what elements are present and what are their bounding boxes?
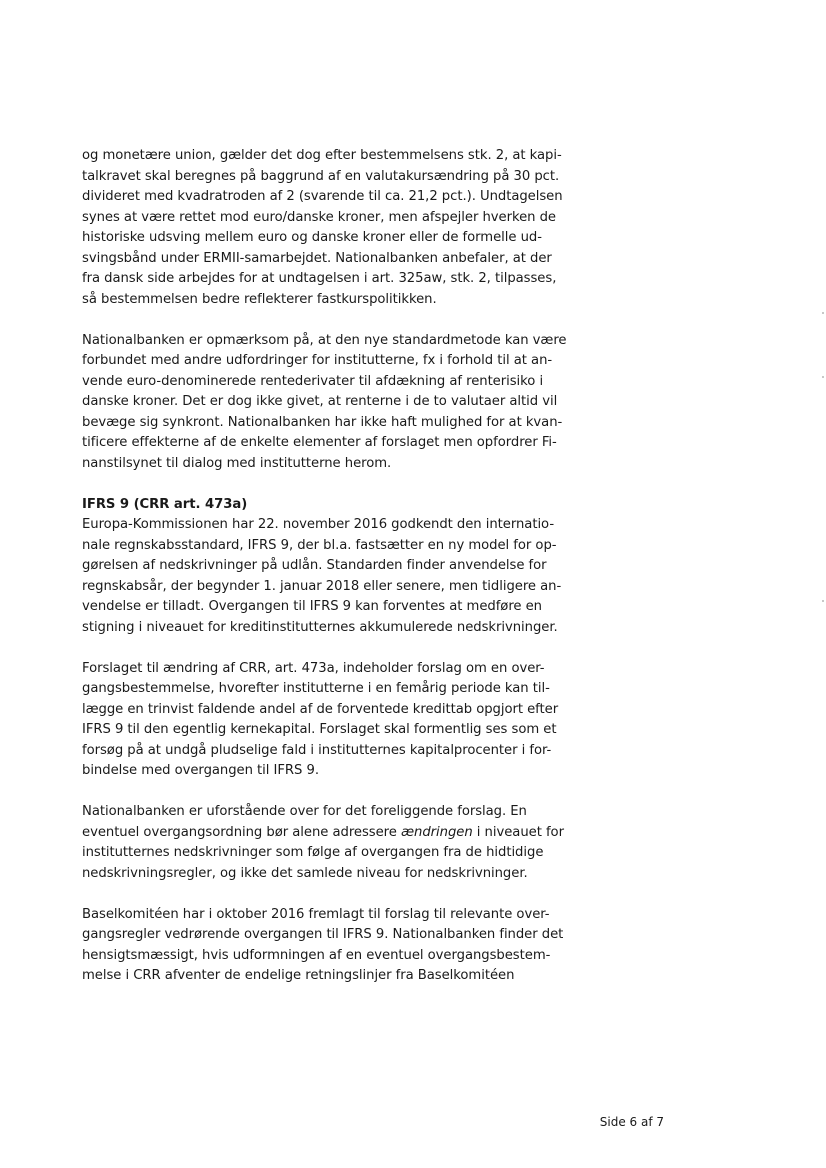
text-line: stigning i niveauet for kreditinstitutternes akkumulerede nedskrivninger. [82,619,558,635]
text-line: forbundet med andre udfordringer for institutterne, fx i forhold til at an- [82,353,553,368]
text-line: Forslaget til ændring af CRR, art. 473a, indeholder forslag om en over- [82,660,545,676]
text-line: melse i CRR afventer de endelige retningslinjer fra Baselkomitéen [82,968,515,983]
text-line: Baselkomitéen har i oktober 2016 fremlagt til forslag til relevante over- [82,906,550,922]
page-number: Side 6 af 7 [599,1115,664,1129]
text-line: og monetære union, gælder det dog efter bestemmelsens stk. 2, at kapi- [82,148,562,163]
text-line: nanstilsynet til dialog med institutterne herom. [82,455,392,471]
paragraph-4 [82,659,582,782]
document-body [82,146,582,1007]
text-line: fra dansk side arbejdes for at undtagelsen i art. 325aw, stk. 2, tilpasses, [82,271,557,286]
text-line: tificere effekterne af de enkelte elementer af forslaget men opfordrer Fi- [82,435,557,450]
text-line: svingsbånd under ERMII-samarbejdet. Nationalbanken anbefaler, at der [82,250,552,266]
text-line: divideret med kvadratroden af 2 (svarende til ca. 21,2 pct.). Undtagelsen [82,189,563,204]
text-line: IFRS 9 til den egentlig kernekapital. Forslaget skal formentlig ses som et [82,722,557,737]
text-line: danske kroner. Det er dog ikke givet, at renterne i de to valutaer altid vil [82,394,558,409]
paragraph-3 [82,495,582,639]
paragraph-1 [82,146,582,310]
text-line: gangsregler vedrørende overgangen til IFRS 9. Nationalbanken finder det [82,927,564,942]
text-line: gangsbestemmelse, hvorefter institutterne i en femårig periode kan til- [82,681,550,696]
text-line: nale regnskabsstandard, IFRS 9, der bl.a. fastsætter en ny model for op- [82,537,557,553]
text-line: gørelsen af nedskrivninger på udlån. Standarden finder anvendelse for [82,558,547,573]
text-line: nedskrivningsregler, og ikke det samlede niveau for nedskrivninger. [82,865,528,881]
text-line: eventuel overgangsordning bør alene adressere ændringen i niveauet for [82,824,564,840]
margin-mark [822,376,824,378]
margin-mark [822,312,824,314]
text-line: bindelse med overgangen til IFRS 9. [82,763,319,778]
text-line: forsøg på at undgå pludselige fald i institutternes kapitalprocenter i for- [82,742,552,758]
margin-mark [822,600,824,602]
text-line: Nationalbanken er uforstående over for det foreliggende forslag. En [82,804,527,819]
text-line: institutternes nedskrivninger som følge af overgangen fra de hidtidige [82,845,544,860]
text-line: Europa-Kommissionen har 22. november 2016 godkendt den internatio- [82,517,555,532]
text-line: vende euro-denominerede rentederivater til afdækning af renterisiko i [82,373,544,389]
text-line: historiske udsving mellem euro og danske kroner eller de formelle ud- [82,230,542,245]
paragraph-2 [82,331,582,475]
text-line: bevæge sig synkront. Nationalbanken har ikke haft mulighed for at kvan- [82,414,563,430]
text-line: vendelse er tilladt. Overgangen til IFRS 9 kan forventes at medføre en [82,599,542,614]
text-line: talkravet skal beregnes på baggrund af en valutakursændring på 30 pct. [82,168,560,184]
text-line: Nationalbanken er opmærksom på, at den nye standardmetode kan være [82,332,567,348]
text-line: hensigtsmæssigt, hvis udformningen af en eventuel overgangsbestem- [82,947,551,963]
text-line: regnskabsår, der begynder 1. januar 2018 eller senere, men tidligere an- [82,578,562,594]
paragraph-5 [82,802,582,884]
text-line: synes at være rettet mod euro/danske kroner, men afspejler hverken de [82,209,556,225]
section-heading: IFRS 9 (CRR art. 473a) [82,496,248,512]
paragraph-6 [82,905,582,987]
text-line: så bestemmelsen bedre reflekterer fastkurspolitikken. [82,291,437,307]
text-line: lægge en trinvist faldende andel af de forventede kredittab opgjort efter [82,701,559,717]
